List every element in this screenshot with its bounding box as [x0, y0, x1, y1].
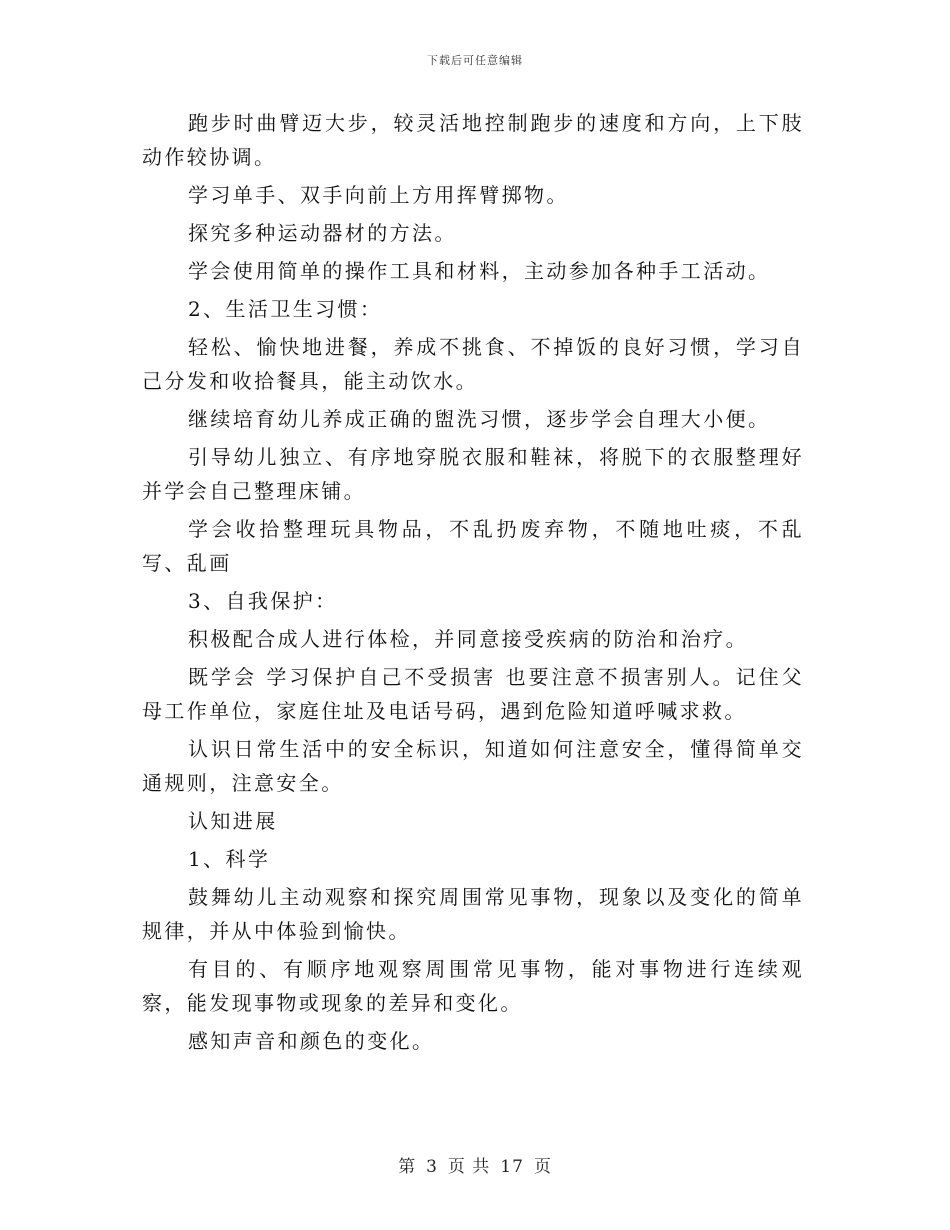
footer-prefix: 第	[398, 1157, 417, 1177]
paragraph: 引导幼儿独立、有序地穿脱衣服和鞋袜，将脱下的衣服整理好并学会自己整理床铺。	[142, 445, 804, 503]
paragraph: 探究多种运动器材的方法。	[188, 221, 457, 245]
section-heading: 1、科学	[188, 847, 271, 871]
current-page-number: 3	[426, 1157, 438, 1177]
page-footer	[0, 1152, 950, 1177]
footer-middle: 页 共	[447, 1157, 491, 1177]
section-heading: 认知进展	[188, 809, 278, 833]
paragraph: 既学会 学习保护自己不受损害 也要注意不损害别人。记住父母工作单位，家庭住址及电话号码，遇到危险知道呼喊求救。	[142, 665, 804, 723]
paragraph: 有目的、有顺序地观察周围常见事物，能对事物进行连续观察，能发现事物或现象的差异和变化。	[142, 957, 804, 1015]
paragraph: 学会使用简单的操作工具和材料，主动参加各种手工活动。	[188, 259, 771, 283]
section-heading: 2、生活卫生习惯：	[188, 297, 383, 321]
paragraph: 学习单手、双手向前上方用挥臂掷物。	[188, 183, 569, 207]
page-header: 下载后可任意编辑	[427, 54, 523, 67]
paragraph: 学会收拾整理玩具物品，不乱扔废弃物，不随地吐痰，不乱写、乱画	[142, 517, 804, 575]
section-heading: 3、自我保护：	[188, 589, 338, 613]
footer-suffix: 页	[533, 1157, 552, 1177]
paragraph: 鼓舞幼儿主动观察和探究周围常见事物，现象以及变化的简单规律，并从中体验到愉快。	[142, 885, 804, 943]
document-body	[142, 106, 804, 1062]
paragraph: 认识日常生活中的安全标识，知道如何注意安全，懂得简单交通规则，注意安全。	[142, 737, 804, 795]
paragraph: 感知声音和颜色的变化。	[188, 1029, 435, 1053]
total-page-count: 17	[500, 1157, 524, 1177]
paragraph: 跑步时曲臂迈大步，较灵活地控制跑步的速度和方向，上下肢动作较协调。	[142, 111, 804, 169]
paragraph: 轻松、愉快地进餐，养成不挑食、不掉饭的良好习惯，学习自己分发和收拾餐具，能主动饮水。	[142, 335, 804, 393]
paragraph: 继续培育幼儿养成正确的盥洗习惯，逐步学会自理大小便。	[188, 407, 771, 431]
paragraph: 积极配合成人进行体检，并同意接受疾病的防治和治疗。	[188, 627, 748, 651]
